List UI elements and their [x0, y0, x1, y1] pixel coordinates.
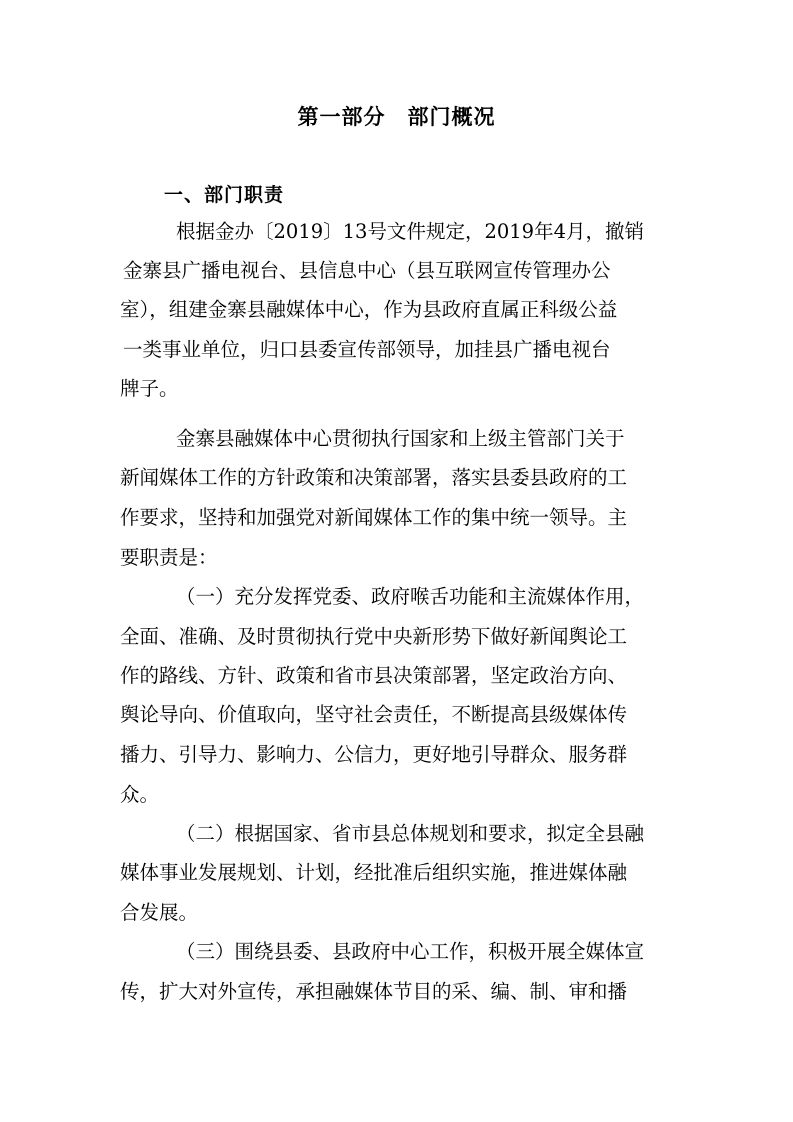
paragraph-line: 众。 [120, 783, 160, 806]
paragraph-line: （三）围绕县委、县政府中心工作，积极开展全媒体宣 [176, 940, 645, 963]
paragraph-line: （一）充分发挥党委、政府喉舌功能和主流媒体作用， [176, 585, 645, 608]
section-heading: 一、部门职责 [164, 184, 285, 206]
paragraph-line: 金寨县广播电视台、县信息中心（县互联网宣传管理办公 [123, 259, 611, 282]
paragraph-line: 合发展。 [120, 901, 199, 924]
paragraph-line: 金寨县融媒体中心贯彻执行国家和上级主管部门关于 [176, 427, 625, 450]
paragraph-line: 全面、准确、及时贯彻执行党中央新形势下做好新闻舆论工 [120, 625, 628, 648]
paragraph-line: 新闻媒体工作的方针政策和决策部署，落实县委县政府的工 [120, 466, 628, 489]
paragraph-line: 根据金办〔2019〕13号文件规定，2019年4月，撤销 [176, 220, 644, 243]
paragraph-line: 作要求，坚持和加强党对新闻媒体工作的集中统一领导。主 [120, 506, 628, 529]
paragraph-line: 一类事业单位，归口县委宣传部领导，加挂县广播电视台 [123, 338, 611, 361]
paragraph-line: 牌子。 [120, 377, 179, 400]
page-title: 第一部分 部门概况 [297, 105, 496, 129]
paragraph-line: 播力、引导力、影响力、公信力，更好地引导群众、服务群 [120, 743, 628, 766]
paragraph-line: 要职责是： [120, 546, 218, 569]
paragraph-line: （二）根据国家、省市县总体规划和要求，拟定全县融 [176, 822, 645, 845]
paragraph-line: 媒体事业发展规划、计划，经批准后组织实施，推进媒体融 [120, 861, 628, 884]
paragraph-line: 室），组建金寨县融媒体中心，作为县政府直属正科级公益 [120, 298, 618, 321]
paragraph-line: 传，扩大对外宣传，承担融媒体节目的采、编、制、审和播 [120, 980, 628, 1003]
paragraph-line: 舆论导向、价值取向，坚守社会责任，不断提高县级媒体传 [120, 703, 628, 726]
paragraph-line: 作的路线、方针、政策和省市县决策部署，坚定政治方向、 [120, 664, 628, 687]
